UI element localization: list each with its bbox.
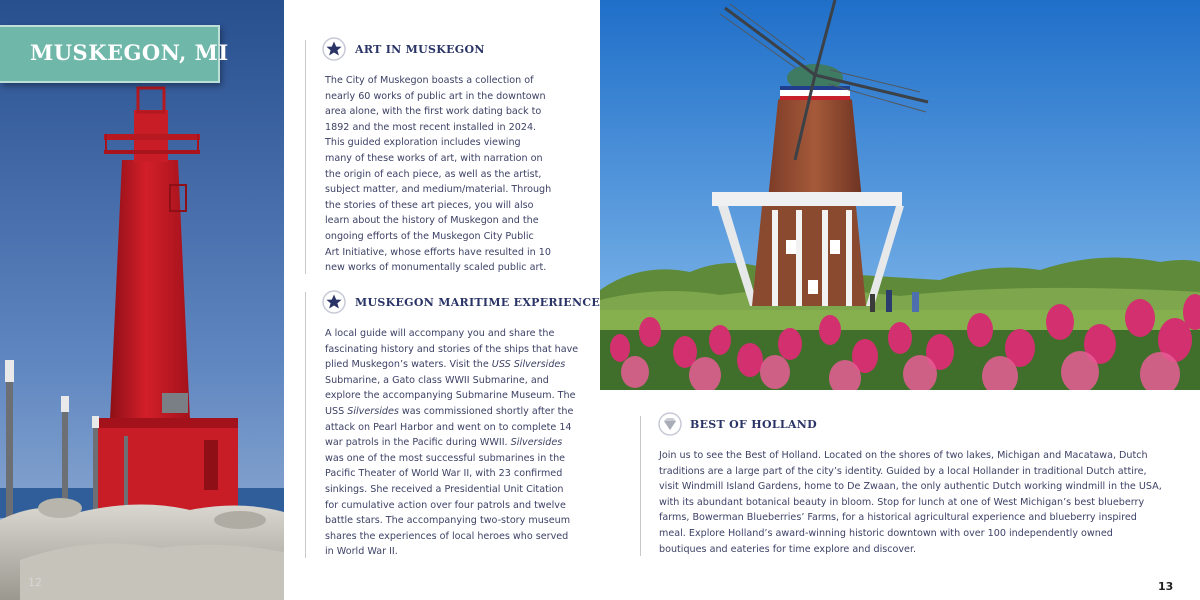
- text-line: This guided exploration includes viewing: [325, 137, 521, 149]
- text-line: the origin of each piece, as well as the artist,: [325, 168, 542, 180]
- text-line: ongoing efforts of the Muskegon City Public: [325, 230, 534, 242]
- text-line: Art Initiative, whose efforts have resulted in 10: [325, 246, 551, 258]
- text-line: in World War II.: [325, 546, 398, 558]
- text-line: visit Windmill Island Gardens, home to De Zwaan, the only authentic Dutch working windmill in the USA,: [659, 481, 1162, 493]
- text-line: many of these works of art, with narration on: [325, 152, 543, 164]
- text-line: farms, Bowerman Blueberries’ Farms, for a historical agricultural experience and blueberry inspired: [659, 512, 1137, 524]
- text-line: meal. Explore Holland’s award-winning historic downtown with over 100 independently owned: [659, 527, 1113, 539]
- section-heading-art: ART IN MUSKEGON: [355, 43, 485, 56]
- text-line: attack on Pearl Harbor and went on to complete 14: [325, 421, 572, 433]
- section-divider-line: [305, 292, 306, 558]
- text-line: sinkings. She received a Presidential Unit Citation: [325, 483, 564, 495]
- section-divider-line: [305, 40, 306, 274]
- text-line: explore the accompanying Submarine Museum. The: [325, 390, 576, 402]
- text-line: traditions are a large part of the city’s identity. Guided by a local Hollander in traditional Dutch attire,: [659, 465, 1147, 477]
- text-line: was one of the most successful submarines in the: [325, 452, 566, 464]
- text-line: boutiques and eateries for time explore and discover.: [659, 543, 917, 555]
- text-line: for cumulative action over four patrols and twelve: [325, 499, 566, 511]
- text-line: Submarine, a Gato class WWII Submarine, and: [325, 374, 549, 386]
- page-number-right: 13: [1158, 580, 1174, 593]
- text-line: nearly 60 works of public art in the downtown: [325, 90, 546, 102]
- text-line: 1892 and the most recent installed in 2024.: [325, 121, 537, 133]
- text-line: shares the experiences of local heroes who served: [325, 530, 569, 542]
- text-line: learn about the history of Muskegon and the: [325, 215, 539, 227]
- page-number-left: 12: [28, 576, 42, 589]
- windmill-photo: [600, 0, 1200, 390]
- text-line: subject matter, and medium/material. Through: [325, 184, 552, 196]
- text-line: with its abundant botanical beauty in bloom. Stop for lunch at one of West Michigan’s best blueberry: [659, 496, 1145, 508]
- text-line: battle stars. The accompanying two-story museum: [325, 515, 571, 527]
- star-icon: [322, 290, 346, 314]
- section-heading-maritime: MUSKEGON MARITIME EXPERIENCE: [355, 296, 601, 309]
- section-body-holland: [659, 448, 1179, 557]
- text-line: Join us to see the Best of Holland. Located on the shores of two lakes, Michigan and Macatawa, Dutch: [659, 450, 1148, 461]
- text-line: fascinating history and stories of the ships that have: [325, 343, 579, 355]
- text-line: plied Muskegon’s waters. Visit the USS Silversides: [325, 359, 566, 371]
- text-line: new works of monumentally scaled public art.: [325, 262, 547, 274]
- page-title: MUSKEGON, MI: [30, 40, 229, 65]
- text-line: Pacific Theater of World War II, with 23 confirmed: [325, 468, 563, 480]
- text-line: area alone, with the first work dating back to: [325, 106, 542, 118]
- section-body-art: [325, 73, 590, 276]
- text-line: USS Silversides was commissioned shortly after the: [325, 405, 574, 417]
- lighthouse-photo: [0, 0, 284, 600]
- section-heading-holland: BEST OF HOLLAND: [690, 418, 817, 431]
- star-icon: [322, 37, 346, 61]
- text-line: The City of Muskegon boasts a collection of: [325, 75, 534, 86]
- text-line: A local guide will accompany you and share the: [325, 328, 555, 339]
- text-line: war patrols in the Pacific during WWII. Silversides: [325, 437, 563, 449]
- section-divider-line: [640, 416, 641, 556]
- text-line: the stories of these art pieces, you will also: [325, 199, 534, 211]
- diamond-icon: [658, 412, 682, 436]
- section-body-maritime: [325, 326, 590, 560]
